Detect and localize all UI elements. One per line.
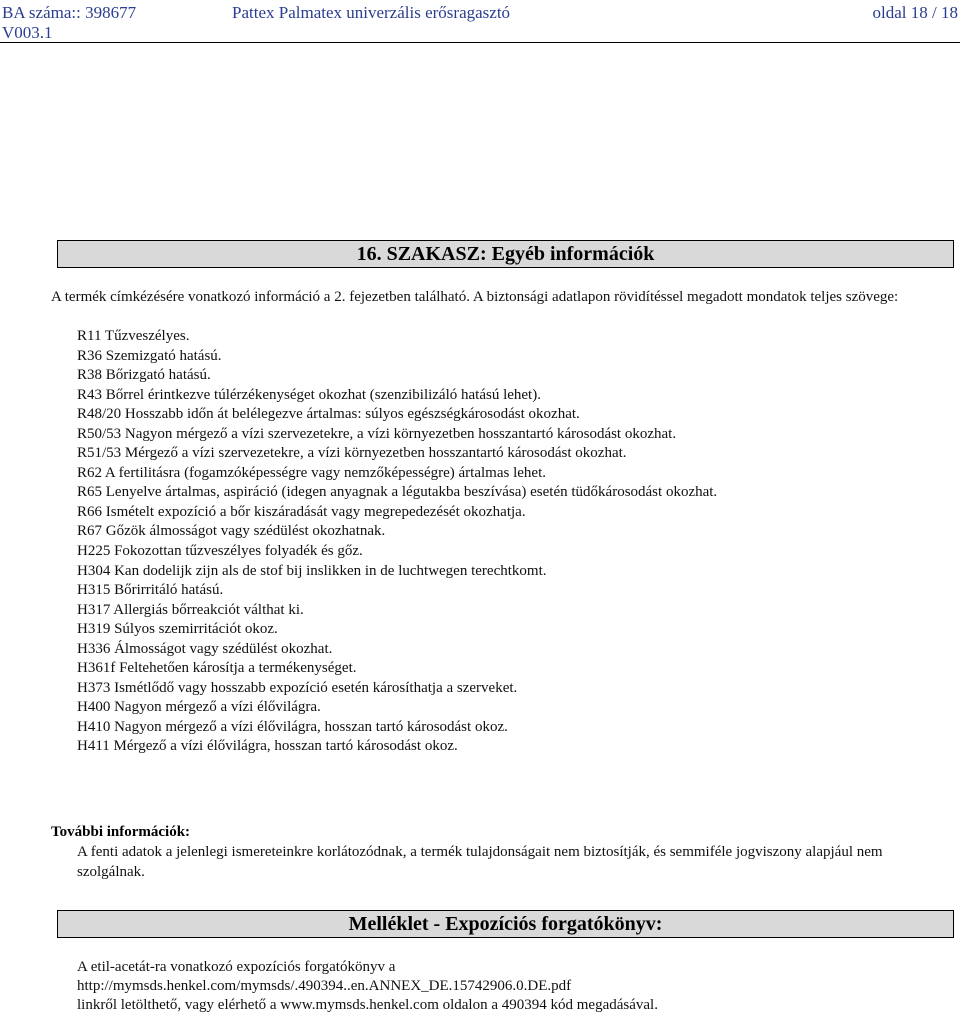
section-16-intro: A termék címkézésére vonatkozó információ a 2. fejezetben található. A biztonsági adatlapon rövidítéssel megadott mondatok teljes szövege:	[51, 289, 899, 305]
list-item: R50/53 Nagyon mérgező a vízi szervezetekre, a vízi környezetben hosszantartó károsodást okozhat.	[77, 425, 677, 442]
further-info-text: A fenti adatok a jelenlegi ismereteinkre korlátozódnak, a termék tulajdonságait nem biztosítják, és semmiféle jogviszony alapjául nem szolgálnak.	[77, 844, 883, 880]
list-item: H373 Ismétlődő vagy hosszabb expozíció esetén károsíthatja a szerveket.	[77, 679, 518, 696]
list-item: R38 Bőrizgató hatású.	[77, 367, 211, 384]
list-item: H319 Súlyos szemirritációt okoz.	[77, 621, 278, 638]
list-item: R62 A fertilitásra (fogamzóképességre vagy nemzőképességre) ártalmas lehet.	[77, 464, 546, 481]
list-item: R43 Bőrrel érintkezve túlérzékenységet okozhat (szenzibilizáló hatású lehet).	[77, 386, 541, 403]
section-16-title: 16. SZAKASZ: Egyéb információk	[57, 240, 954, 268]
list-item: H317 Allergiás bőrreakciót válthat ki.	[77, 601, 304, 618]
annex-link[interactable]: http://mymsds.henkel.com/mymsds/.490394..en.ANNEX_DE.15742906.0.DE.pdf	[77, 978, 572, 994]
annex-body	[77, 958, 937, 1015]
list-item: H225 Fokozottan tűzveszélyes folyadék és gőz.	[77, 543, 363, 560]
list-item: R65 Lenyelve ártalmas, aspiráció (idegen anyagnak a légutakba beszívása) esetén tüdőkárosodást okozhat.	[77, 484, 718, 501]
list-item: H336 Álmosságot vagy szédülést okozhat.	[77, 640, 333, 657]
header-divider	[0, 42, 960, 43]
list-item: R66 Ismételt expozíció a bőr kiszáradását vagy megrepedezését okozhatja.	[77, 503, 526, 520]
list-item: H410 Nagyon mérgező a vízi élővilágra, hosszan tartó károsodást okoz.	[77, 718, 508, 735]
list-item: H411 Mérgező a vízi élővilágra, hosszan tartó károsodást okoz.	[77, 738, 458, 755]
list-item: R51/53 Mérgező a vízi szervezetekre, a vízi környezetben hosszantartó károsodást okozhat.	[77, 445, 627, 462]
page-indicator: oldal 18 / 18	[872, 3, 958, 22]
list-item: H361f Feltehetően károsítja a termékenységet.	[77, 660, 357, 677]
hazard-phrase-list	[77, 327, 717, 757]
list-item: R67 Gőzök álmosságot vagy szédülést okozhatnak.	[77, 523, 386, 540]
version-label: V003.1	[2, 23, 53, 42]
list-item: R48/20 Hosszabb időn át belélegezve ártalmas: súlyos egészségkárosodást okozhat.	[77, 406, 580, 423]
page-header	[0, 2, 960, 24]
list-item: R11 Tűzveszélyes.	[77, 328, 190, 344]
product-name: Pattex Palmatex univerzális erősragasztó	[232, 3, 511, 22]
list-item: R36 Szemizgató hatású.	[77, 347, 222, 364]
annex-line: A etil-acetát-ra vonatkozó expozíciós forgatókönyv a	[77, 959, 396, 975]
list-item: H400 Nagyon mérgező a vízi élővilágra.	[77, 699, 321, 716]
further-info-heading: További információk:	[51, 824, 191, 840]
list-item: H304 Kan dodelijk zijn als de stof bij inslikken in de luchtwegen terechtkomt.	[77, 562, 547, 579]
list-item: H315 Bőrirritáló hatású.	[77, 582, 224, 599]
annex-line: linkről letölthető, vagy elérhető a www.mymsds.henkel.com oldalon a 490394 kód megadásával.	[77, 997, 658, 1013]
annex-title: Melléklet - Expozíciós forgatókönyv:	[57, 910, 954, 938]
ba-number: BA száma:: 398677	[2, 3, 137, 22]
